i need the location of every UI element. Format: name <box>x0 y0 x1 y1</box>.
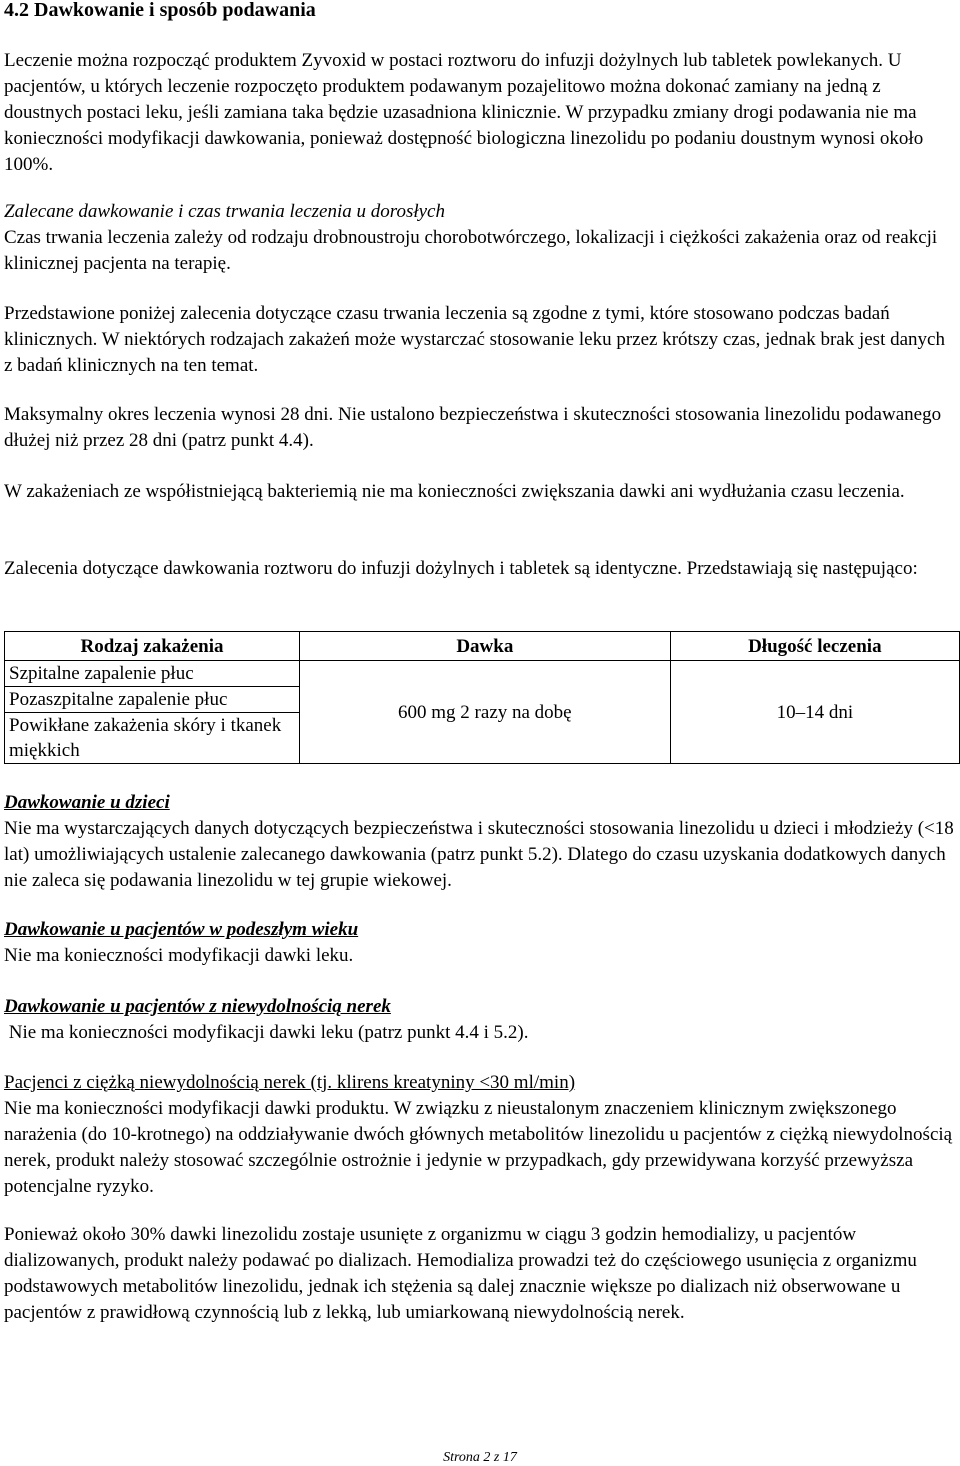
infection-type-cell: Szpitalne zapalenie płuc <box>5 661 300 687</box>
severe-renal-heading: Pacjenci z ciężką niewydolnością nerek (tj. klirens kreatyniny <30 ml/min) <box>4 1072 576 1093</box>
table-row <box>5 661 960 687</box>
severe-renal-text: Nie ma konieczności modyfikacji dawki produktu. W związku z nieustalonym znaczeniem klinicznym zwiększonego narażenia (do 10-krotnego) na oddziaływanie dwóch głównych metabolitów linezolidu u pacjentów z ciężką niewydolnością nerek, produkt należy stosować szczególnie ostrożnie i jedynie w przypadkach, gdy przewidywana korzyść przewyższa potencjalne ryzyko. <box>4 1098 953 1197</box>
infection-type-cell: Pozaszpitalne zapalenie płuc <box>5 687 300 713</box>
table-header-row <box>5 632 960 661</box>
children-text: Nie ma wystarczających danych dotyczących bezpieczeństwa i skuteczności stosowania linezolidu u dzieci i młodzieży (<18 lat) umożliwiających ustalenie zalecanego dawkowania (patrz punkt 5.2). Dlatego do czasu uzyskania dodatkowych danych nie zaleca się podawania linezolidu w tej grupie wiekowej. <box>4 818 954 891</box>
header-duration: Długość leczenia <box>670 632 959 661</box>
adults-paragraph-2: Przedstawione poniżej zalecenia dotyczące czasu trwania leczenia są zgodne z tymi, które stosowano podczas badań klinicznych. W niektórych rodzajach zakażeń może wystarczać stosowanie leku przez krótszy czas, jednak brak jest danych z badań klinicznych na ten temat. <box>4 303 945 376</box>
renal-heading: Dawkowanie u pacjentów z niewydolnością nerek <box>4 996 391 1017</box>
dialysis-paragraph: Ponieważ około 30% dawki linezolidu zostaje usunięte z organizmu w ciągu 3 godzin hemodializy, u pacjentów dializowanych, produkt należy podawać po dializach. Hemodializa prowadzi też do częściowego usunięcia z organizmu podstawowych metabolitów linezolidu, jednak ich stężenia są dalej znacznie większe po dializach niż obserwowane u pacjentów z prawidłową czynnością lub z lekką, lub umiarkowaną niewydolnością nerek. <box>4 1224 917 1323</box>
adults-paragraph-1: Czas trwania leczenia zależy od rodzaju drobnoustroju chorobotwórczego, lokalizacji i ciężkości zakażenia oraz od reakcji klinicznej pacjenta na terapię. <box>4 227 938 274</box>
renal-section <box>4 994 956 1046</box>
children-heading: Dawkowanie u dzieci <box>4 792 170 813</box>
section-title: 4.2 Dawkowanie i sposób podawania <box>4 0 316 21</box>
page-footer: Strona 2 z 17 <box>443 1450 517 1465</box>
dosage-table <box>4 631 960 764</box>
header-infection-type: Rodzaj zakażenia <box>5 632 300 661</box>
elderly-heading: Dawkowanie u pacjentów w podeszłym wieku <box>4 919 359 940</box>
adults-heading: Zalecane dawkowanie i czas trwania leczenia u dorosłych <box>4 201 445 222</box>
intro-paragraph: Leczenie można rozpocząć produktem Zyvoxid w postaci roztworu do infuzji dożylnych lub tabletek powlekanych. U pacjentów, u których leczenie rozpoczęto produktem podawanym pozajelitowo można dokonać zamiany na jedną z doustnych postaci leku, jeśli zamiana taka będzie uzasadniona klinicznie. W przypadku zmiany drogi podawania nie ma konieczności modyfikacji dawkowania, ponieważ dostępność biologiczna linezolidu po podaniu doustnym wynosi około 100%. <box>4 50 924 175</box>
header-dose: Dawka <box>300 632 671 661</box>
severe-renal-section <box>4 1070 956 1200</box>
renal-text: Nie ma konieczności modyfikacji dawki leku (patrz punkt 4.4 i 5.2). <box>4 1022 529 1043</box>
adults-paragraph-4: W zakażeniach ze współistniejącą bakteriemią nie ma konieczności zwiększania dawki ani wydłużania czasu leczenia. <box>4 481 905 502</box>
dose-cell: 600 mg 2 razy na dobę <box>300 661 671 764</box>
elderly-text: Nie ma konieczności modyfikacji dawki leku. <box>4 945 354 966</box>
elderly-section <box>4 917 956 969</box>
adults-paragraph-5: Zalecenia dotyczące dawkowania roztworu do infuzji dożylnych i tabletek są identyczne. Przedstawiają się następująco: <box>4 558 918 579</box>
adults-section <box>4 199 956 277</box>
children-section <box>4 790 956 894</box>
infection-type-cell: Powikłane zakażenia skóry i tkanek miękkich <box>5 713 300 764</box>
duration-cell: 10–14 dni <box>670 661 959 764</box>
adults-paragraph-3: Maksymalny okres leczenia wynosi 28 dni. Nie ustalono bezpieczeństwa i skuteczności stosowania linezolidu podawanego dłużej niż przez 28 dni (patrz punkt 4.4). <box>4 404 942 451</box>
